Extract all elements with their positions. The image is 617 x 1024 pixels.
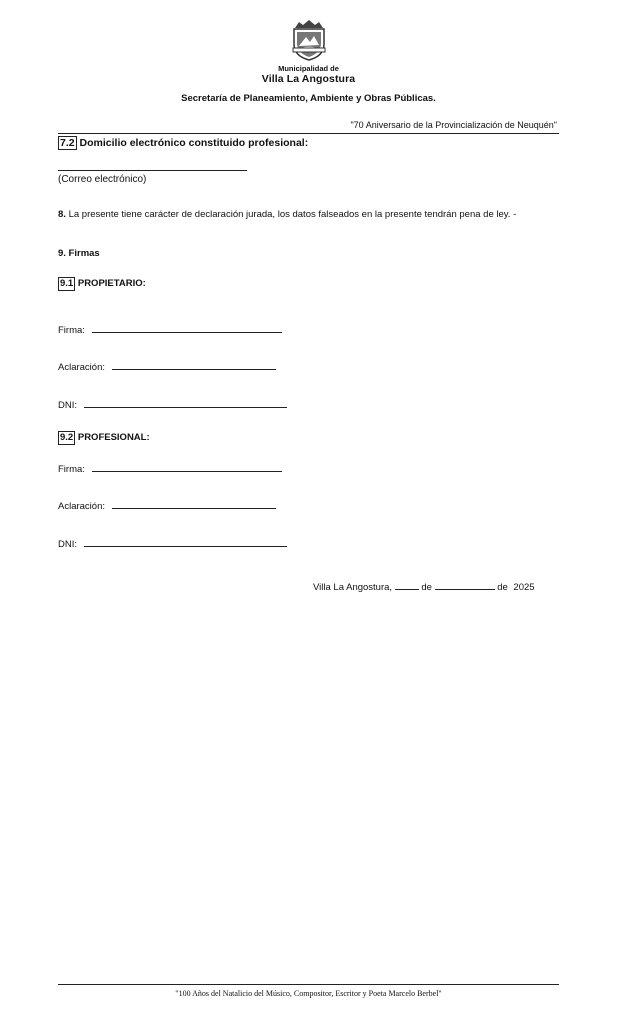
section-8-text: La presente tiene carácter de declaración jurada, los datos falseados en la presente tendrán pena de ley. - <box>68 209 517 220</box>
owner-dni-row <box>58 397 287 412</box>
anniversary-slogan: "70 Aniversario de la Provincialización de Neuquén" <box>350 120 557 130</box>
email-caption: (Correo electrónico) <box>58 174 147 185</box>
firma-label: Firma: <box>58 325 85 336</box>
owner-aclaracion-line[interactable] <box>112 359 276 370</box>
dni-label: DNI: <box>58 400 77 411</box>
secretaria-heading: Secretaría de Planeamiento, Ambiente y Obras Públicas. <box>181 93 436 104</box>
footer-slogan: "100 Años del Natalicio del Músico, Compositor, Escritor y Poeta Marcelo Berbel" <box>175 989 442 998</box>
section-title: Domicilio electrónico constituido profesional: <box>79 137 309 149</box>
section-number: 9.1 <box>60 278 74 289</box>
prof-firma-row <box>58 461 282 476</box>
owner-firma-line[interactable] <box>92 322 282 333</box>
section-9-1-heading <box>58 277 146 291</box>
footer-divider <box>58 984 559 985</box>
firma-label: Firma: <box>58 464 85 475</box>
section-8-paragraph <box>58 208 560 221</box>
prof-aclaracion-line[interactable] <box>112 498 276 509</box>
section-title: PROPIETARIO: <box>77 278 146 289</box>
section-7-2-heading <box>58 136 308 150</box>
section-number: 8. <box>58 209 66 220</box>
section-number: 9.2 <box>60 432 74 443</box>
owner-aclaracion-row <box>58 359 276 374</box>
date-line <box>313 579 535 594</box>
aclaracion-label: Aclaración: <box>58 362 105 373</box>
prof-dni-row <box>58 536 287 551</box>
date-de: de <box>421 582 432 593</box>
prof-firma-line[interactable] <box>92 461 282 472</box>
section-title: PROFESIONAL: <box>77 432 150 443</box>
date-place: Villa La Angostura, <box>313 582 393 593</box>
owner-firma-row <box>58 322 282 337</box>
prof-aclaracion-row <box>58 498 276 513</box>
day-field-line[interactable] <box>395 579 419 590</box>
section-9-2-heading <box>58 431 150 445</box>
aclaracion-label: Aclaración: <box>58 501 105 512</box>
date-year: 2025 <box>513 582 535 593</box>
dni-label: DNI: <box>58 539 77 550</box>
date-de: de <box>497 582 508 593</box>
month-field-line[interactable] <box>435 579 495 590</box>
owner-dni-line[interactable] <box>84 397 287 408</box>
municipality-crest-icon <box>289 18 329 62</box>
email-field-line[interactable] <box>58 170 247 171</box>
municipality-label: Municipalidad de <box>278 64 339 73</box>
municipality-name: Villa La Angostura <box>261 73 356 85</box>
section-9-heading: 9. Firmas <box>58 248 100 259</box>
section-number: 7.2 <box>60 137 75 149</box>
prof-dni-line[interactable] <box>84 536 287 547</box>
header-divider <box>58 133 559 134</box>
